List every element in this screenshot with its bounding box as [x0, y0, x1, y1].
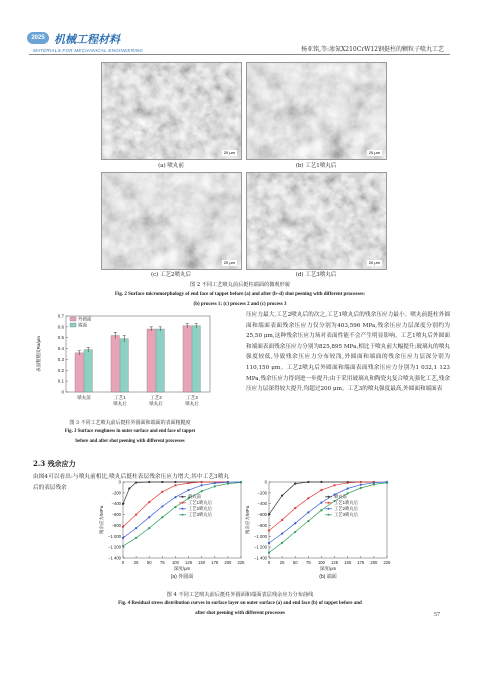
fig3-caption-cn: 图 3 不同工艺喷丸前后挺柱外圆面和端面的表面粗糙度 [69, 420, 191, 426]
section-heading: 2.3 残余应力 [33, 459, 76, 468]
legend-swatch [70, 317, 76, 321]
bar [120, 339, 128, 392]
y-tick-label: −1 400 [254, 555, 267, 561]
data-point [333, 484, 335, 486]
legend-label: 喷丸前 [334, 494, 347, 499]
data-point [174, 496, 176, 498]
data-point [122, 503, 124, 505]
data-point [360, 481, 362, 483]
data-point [320, 509, 322, 511]
y-axis-label: 残余应力/MPa [245, 505, 250, 535]
data-point [320, 502, 322, 504]
legend-marker [328, 508, 330, 510]
x-tick-label: 225 [237, 560, 245, 565]
series-line [269, 483, 387, 553]
x-tick-label: 100 [171, 560, 179, 565]
panel-label: (a) 外圆面 [170, 574, 194, 580]
data-point [148, 481, 150, 483]
data-point [214, 485, 216, 487]
data-point [135, 527, 137, 529]
y-tick-label: 0.6 [57, 324, 64, 330]
y-axis-label: 表面粗糙度Ra/μm [36, 336, 41, 372]
panel-label-a: (a) 喷丸前 [158, 163, 184, 169]
left-column-text: 由图4可以看出:与喷丸前相比,喷丸后挺柱表层残余压应力增大,其中工艺3喷丸后的表层残余 [33, 474, 229, 491]
y-axis-label: 残余应力/MPa [99, 505, 104, 535]
data-point [373, 483, 375, 485]
legend-label: 工艺2喷丸后 [334, 506, 358, 511]
data-point [294, 507, 296, 509]
x-tick-label: 25 [133, 560, 139, 565]
x-tick-label: 工艺1 [114, 395, 126, 400]
legend-label: 工艺3喷丸后 [188, 512, 212, 517]
y-tick-label: 0 [118, 479, 121, 485]
data-point [281, 542, 283, 544]
y-tick-label: 0.1 [57, 378, 64, 384]
data-point [268, 513, 270, 515]
scale-bar: 20 μm [368, 260, 380, 265]
y-tick-label: −1 200 [254, 544, 267, 550]
fig3-caption-en-1: Fig. 3 Surface roughness in outer surface and end face of tappet [64, 429, 196, 434]
x-tick-label: 0 [121, 560, 125, 565]
data-point [122, 526, 124, 528]
y-tick-label: 0 [61, 389, 64, 395]
legend-label: 喷丸前 [188, 494, 201, 499]
data-point [240, 481, 242, 483]
data-point [135, 513, 137, 515]
data-point [281, 494, 283, 496]
legend-marker [328, 496, 330, 498]
bar [147, 329, 155, 392]
data-point [161, 491, 163, 493]
bar [111, 336, 119, 392]
data-point [386, 482, 388, 484]
legend-label: 端面 [78, 322, 87, 328]
data-point [174, 484, 176, 486]
micrograph-a [101, 62, 242, 160]
fig4-caption-cn: 图 4 不同工艺喷丸前后挺柱外圆面和端面表层残余应力分布曲线 [166, 592, 314, 598]
data-point [148, 516, 150, 518]
data-point [128, 487, 130, 489]
data-point [201, 484, 203, 486]
legend-label: 工艺1喷丸后 [334, 500, 358, 505]
micrograph-b [246, 62, 387, 160]
fig3-caption-en-2: before and after shot peening with different processes [75, 439, 185, 444]
running-title: 杨亚铭,等:渗氮X210CrW12钢挺柱的颗粒子喷丸工艺 [301, 46, 444, 53]
y-tick-label: 0 [264, 479, 267, 485]
x-tick-label: 25 [279, 560, 285, 565]
x-tick-label: 喷丸后 [185, 401, 199, 406]
y-tick-label: 0.7 [57, 313, 64, 319]
x-tick-label: 150 [344, 560, 352, 565]
x-tick-label: 75 [159, 560, 165, 565]
x-tick-label: 200 [370, 560, 378, 565]
data-point [161, 481, 163, 483]
x-tick-label: 喷丸前 [77, 395, 91, 400]
data-point [161, 516, 163, 518]
fig2-caption-cn: 图 2 不同工艺喷丸前后挺柱端面的微观形貌 [190, 282, 290, 288]
data-point [347, 492, 349, 494]
data-point [281, 532, 283, 534]
y-tick-label: 0.4 [57, 346, 64, 352]
y-tick-label: −1 000 [108, 533, 121, 539]
x-axis-label: 深度/μm [173, 566, 191, 571]
panel-label-d: (d) 工艺3喷丸后 [295, 272, 337, 278]
x-tick-label: 喷丸后 [113, 401, 127, 406]
data-point [294, 522, 296, 524]
data-point [187, 489, 189, 491]
fig4-caption-en-2: after shot peening with different processes [195, 611, 285, 616]
x-tick-label: 200 [224, 560, 232, 565]
x-tick-label: 150 [198, 560, 206, 565]
y-tick-label: −200 [111, 490, 121, 496]
fig4-caption-en-1: Fig. 4 Residual stress distribution curves in surface layer on outer surface (a) and end face (b) of tappet before and [118, 601, 362, 606]
residual-stress-chart-outer [97, 478, 247, 588]
x-tick-label: 125 [331, 560, 339, 565]
right-column-text: 压应力最大,工艺2喷丸后的次之,工艺1喷丸后的残余压应力最小。喷丸前挺柱外圆面和端面表面残余压应力仅分别为403,596 MPa,残余压应力层深度分别约为25,50 μm,这种残余压应力场对表面性能不会产生明显影响。工艺1喷丸后外圆面和端面表面残余压应力分别为825,895 MPa,相比于喷丸前大幅提升;玻璃丸的喷丸强度较低,导致残余压应力分布较浅,外圆面和端面的残余压应力层深分别为110,150 μm。工艺2喷丸后外圆面和端面表面残余压应力分别为1 032,1 123 MPa,残余压应力得到进一步提升;由于采用玻璃丸和陶瓷丸复合喷丸强化工艺,残余压应力层深得较大提升,均超过200 μm。工艺3的喷丸强度最高,外圆面和端面表 [246, 312, 450, 393]
x-tick-label: 75 [305, 560, 311, 565]
series-line [123, 482, 228, 527]
x-tick-label: 喷丸后 [149, 401, 163, 406]
legend-label: 工艺3喷丸后 [334, 512, 358, 517]
page-number: 57 [434, 612, 440, 618]
legend-marker [182, 514, 184, 516]
data-point [135, 481, 137, 483]
residual-stress-chart-end [243, 478, 393, 588]
data-point [320, 481, 322, 483]
data-point [347, 487, 349, 489]
data-point [227, 483, 229, 485]
x-tick-label: 工艺2 [150, 395, 162, 400]
journal-title-cn: 机械工程材料 [54, 34, 120, 46]
data-point [187, 482, 189, 484]
data-point [161, 505, 163, 507]
y-tick-label: 0.5 [57, 335, 64, 341]
data-point [360, 484, 362, 486]
bar [84, 350, 92, 392]
data-point [201, 481, 203, 483]
data-point [307, 481, 309, 483]
journal-logo: 2025 [27, 32, 49, 44]
data-point [122, 537, 124, 539]
data-point [148, 527, 150, 529]
data-point [307, 497, 309, 499]
legend-label: 外圆面 [78, 316, 92, 322]
data-point [174, 506, 176, 508]
y-tick-label: −1 000 [254, 533, 267, 539]
panel-label: (b) 端面 [319, 574, 337, 580]
data-point [360, 487, 362, 489]
y-tick-label: −800 [111, 522, 121, 528]
data-point [281, 519, 283, 521]
header-divider [29, 54, 450, 55]
scale-bar: 20 μm [223, 260, 235, 265]
fig2-caption-en-1: Fig. 2 Surface micromorphology of end face of tappet before (a) and after (b–d) shot peening with different processes: [114, 292, 366, 297]
y-tick-label: −1 400 [108, 555, 121, 561]
y-tick-label: −800 [257, 522, 267, 528]
x-tick-label: 工艺3 [186, 395, 198, 400]
data-point [268, 551, 270, 553]
data-point [307, 511, 309, 513]
scale-bar: 20 μm [223, 150, 235, 155]
y-tick-label: −400 [111, 501, 121, 507]
panel-label-c: (c) 工艺2喷丸后 [150, 272, 192, 278]
bar [192, 326, 200, 392]
x-tick-label: 100 [317, 560, 325, 565]
plot-frame [269, 482, 387, 558]
micrograph-c [101, 172, 242, 270]
y-tick-label: 0.2 [57, 367, 64, 373]
journal-title-en: MATERIALS FOR MECHANICAL ENGINEERING [33, 48, 144, 53]
bar [75, 353, 83, 392]
data-point [294, 531, 296, 533]
legend-marker [182, 508, 184, 510]
data-point [174, 481, 176, 483]
data-point [214, 482, 216, 484]
y-tick-label: −600 [257, 512, 267, 518]
panel-label-b: (b) 工艺1喷丸后 [295, 163, 337, 169]
data-point [307, 520, 309, 522]
micrograph-d [246, 172, 387, 270]
x-tick-label: 50 [292, 560, 298, 565]
legend-label: 工艺1喷丸后 [188, 500, 212, 505]
y-tick-label: −600 [111, 512, 121, 518]
scale-bar: 20 μm [368, 150, 380, 155]
x-tick-label: 125 [185, 560, 193, 565]
bar [183, 326, 191, 392]
data-point [268, 529, 270, 531]
data-point [201, 490, 203, 492]
bar [156, 329, 164, 392]
legend-marker [328, 514, 330, 516]
legend-marker [182, 496, 184, 498]
data-point [347, 482, 349, 484]
x-tick-label: 50 [146, 560, 152, 565]
roughness-bar-chart [30, 310, 220, 420]
x-tick-label: 175 [357, 560, 365, 565]
legend-marker [328, 502, 330, 504]
x-tick-label: 225 [383, 560, 391, 565]
data-point [148, 501, 150, 503]
y-tick-label: 0.3 [57, 356, 64, 362]
legend-swatch [70, 323, 76, 327]
x-tick-label: 175 [211, 560, 219, 565]
y-tick-label: −400 [257, 501, 267, 507]
legend-marker [182, 502, 184, 504]
data-point [294, 483, 296, 485]
data-point [320, 489, 322, 491]
x-axis-label: 深度/μm [319, 566, 337, 571]
legend-label: 工艺2喷丸后 [188, 506, 212, 511]
fig2-caption-en-2: (b) process 1; (c) process 2 and (c) process 3 [193, 302, 287, 307]
y-tick-label: −1 200 [108, 544, 121, 550]
y-tick-label: −200 [257, 490, 267, 496]
data-point [122, 545, 124, 547]
data-point [268, 542, 270, 544]
data-point [135, 537, 137, 539]
x-tick-label: 0 [267, 560, 271, 565]
